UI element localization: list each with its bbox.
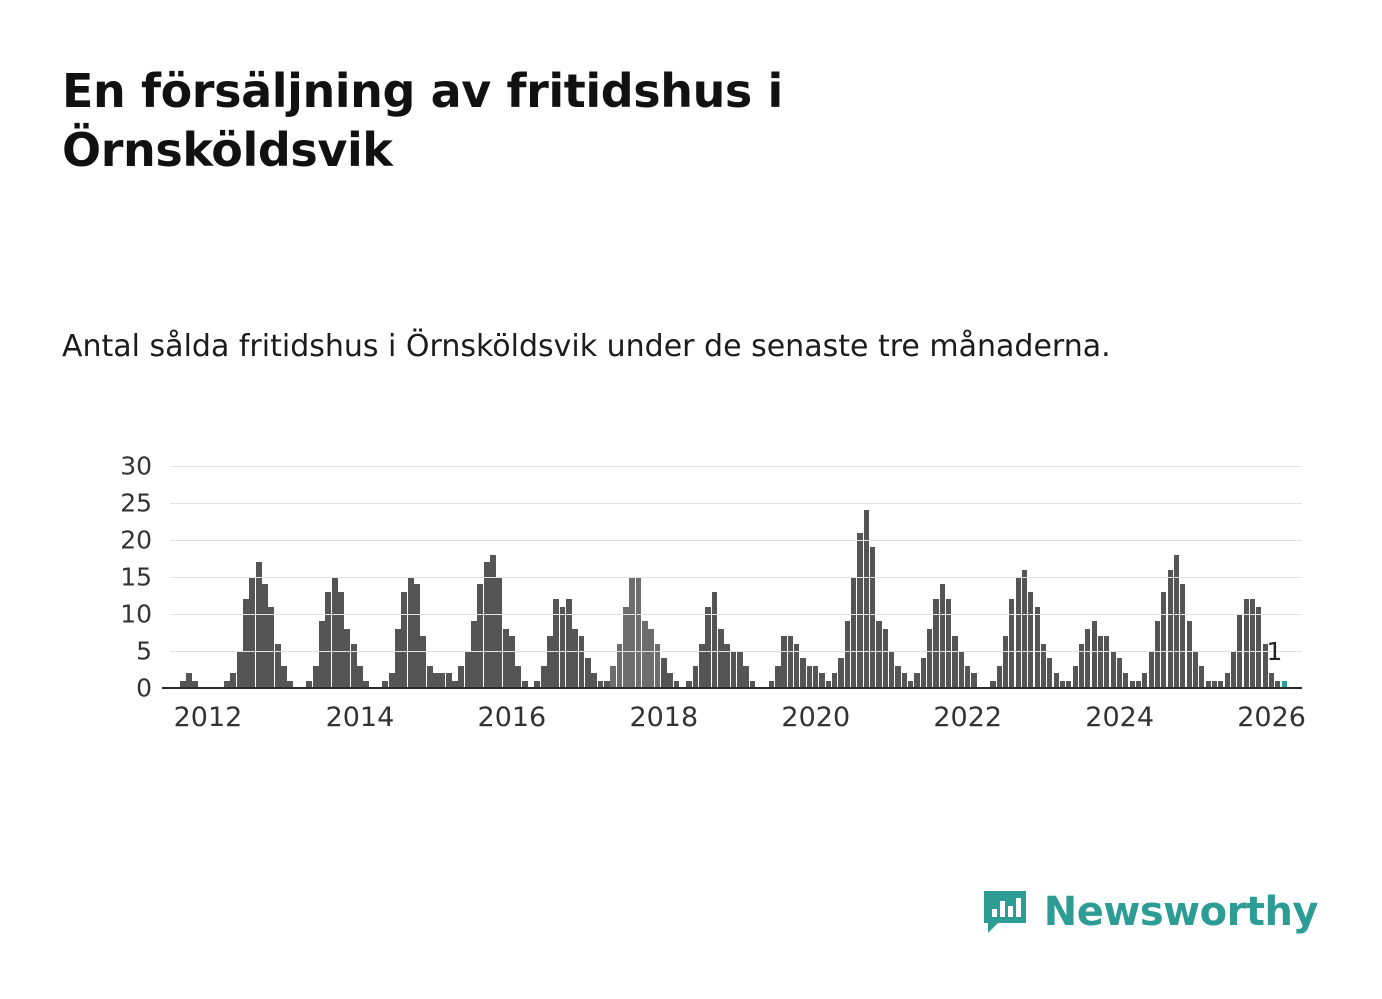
chart-bar [819,673,824,688]
chart-bar [1022,570,1027,688]
chart-bar [262,584,267,688]
chart-bar [876,621,881,688]
chart-bar [914,673,919,688]
chart-bar [705,607,710,688]
chart-bar [667,673,672,688]
chart-bar [560,607,565,688]
y-tick-label: 15 [120,562,152,592]
chart-bar [1155,621,1160,688]
x-axis [170,702,1306,742]
chart-bar [1231,651,1236,688]
gridline [170,540,1302,541]
chart-bar [1016,577,1021,688]
chart-bar [895,666,900,688]
chart-bar [433,673,438,688]
chart-bar [281,666,286,688]
chart-bar [832,673,837,688]
chart-bar [249,577,254,688]
chart-bar [509,636,514,688]
chart-bar [230,673,235,688]
chart-bar [838,658,843,688]
chart-bar [1003,636,1008,688]
gridline [170,614,1302,615]
chart-bar [414,584,419,688]
chart-bar [1161,592,1166,688]
chart-bar [693,666,698,688]
chart-bar [623,607,628,688]
chart-bar [237,651,242,688]
chart-bar [186,673,191,688]
y-tick-label: 25 [120,488,152,518]
chart-bar [1168,570,1173,688]
chart-bar [775,666,780,688]
chart-bar [971,673,976,688]
chart-bar [737,651,742,688]
x-tick-label: 2012 [173,702,243,733]
chart-bar [458,666,463,688]
chart-bar [1028,592,1033,688]
y-axis [62,451,152,703]
chart-bar [243,599,248,688]
chart-bar [1225,673,1230,688]
chart-bar [1123,673,1128,688]
bar-chart-logo-icon [980,887,1030,937]
chart-bar [357,666,362,688]
bar-chart [62,451,1306,766]
gridline [170,651,1302,652]
x-tick-label: 2022 [933,702,1003,733]
chart-bar [610,666,615,688]
chart-bar [661,658,666,688]
chart-bar [870,547,875,688]
chart-bar [408,577,413,688]
chart-bar [268,607,273,688]
chart-bar [389,673,394,688]
chart-description: Antal sålda fritidshus i Örnsköldsvik under de senaste tre månaderna. [62,329,1111,364]
chart-bar [325,592,330,688]
chart-bar [395,629,400,688]
chart-bar [256,562,261,688]
chart-bar [807,666,812,688]
chart-bar [1111,651,1116,688]
y-tick-label: 30 [120,451,152,481]
chart-bar [959,651,964,688]
chart-bar [636,577,641,688]
chart-bar [1244,599,1249,688]
chart-bar [401,592,406,688]
gridline [170,466,1302,467]
axis-baseline [162,687,1302,689]
chart-bar [921,658,926,688]
chart-bar [572,629,577,688]
newsworthy-logo[interactable] [980,887,1318,937]
chart-bar [1149,651,1154,688]
chart-bar [1117,658,1122,688]
chart-bar [718,629,723,688]
x-tick-label: 2024 [1085,702,1155,733]
last-value-label: 1 [1266,637,1283,666]
chart-bar [788,636,793,688]
chart-bar [712,592,717,688]
chart-bar [743,666,748,688]
gridline [170,503,1302,504]
chart-bar [851,577,856,688]
chart-bar [731,651,736,688]
chart-bar [515,666,520,688]
chart-bar [1098,636,1103,688]
chart-bar [940,584,945,688]
page-title: En försäljning av fritidshus i Örnsköldsvik [62,64,783,177]
x-tick-label: 2016 [477,702,547,733]
chart-bar [585,658,590,688]
chart-bar [927,629,932,688]
chart-bar [1250,599,1255,688]
chart-bar [477,584,482,688]
chart-bar [648,629,653,688]
y-tick-label: 20 [120,525,152,555]
chart-bar [1187,621,1192,688]
x-tick-label: 2020 [781,702,851,733]
chart-bar [1256,607,1261,688]
chart-bar [845,621,850,688]
chart-bar [541,666,546,688]
chart-bar [889,651,894,688]
chart-bar [1009,599,1014,688]
chart-bar [800,658,805,688]
chart-bar [484,562,489,688]
chart-bar [446,673,451,688]
chart-bar [566,599,571,688]
chart-bar [471,621,476,688]
chart-bar [1174,555,1179,688]
x-tick-label: 2018 [629,702,699,733]
chart-bar [1047,658,1052,688]
chart-bar [1180,584,1185,688]
chart-bar [1054,673,1059,688]
chart-bar [997,666,1002,688]
chart-bar [427,666,432,688]
chart-bar [857,533,862,688]
chart-bar [952,636,957,688]
chart-bar [465,651,470,688]
chart-bar [781,636,786,688]
gridline [170,577,1302,578]
chart-bar [579,636,584,688]
chart-bar [496,577,501,688]
chart-bar [1092,621,1097,688]
chart-bar [420,636,425,688]
chart-bar [642,621,647,688]
chart-bar [965,666,970,688]
y-tick-label: 5 [136,636,152,666]
chart-bar [933,599,938,688]
chart-bar [902,673,907,688]
chart-bar [344,629,349,688]
chart-bar [591,673,596,688]
chart-bar [1199,666,1204,688]
chart-bar [946,599,951,688]
x-tick-label: 2014 [325,702,395,733]
x-tick-label: 2026 [1237,702,1306,733]
chart-bar [1142,673,1147,688]
chart-bar [883,629,888,688]
chart-bar [1035,607,1040,688]
y-tick-label: 0 [136,673,152,703]
chart-bar [1269,673,1274,688]
chart-bar [1104,636,1109,688]
chart-bar [813,666,818,688]
chart-bar [490,555,495,688]
chart-bar [319,621,324,688]
logo-wordmark: Newsworthy [1043,889,1318,935]
chart-bar [338,592,343,688]
chart-bar [547,636,552,688]
chart-bar [629,577,634,688]
chart-bar [503,629,508,688]
chart-bar [313,666,318,688]
y-tick-label: 10 [120,599,152,629]
chart-bar [864,510,869,688]
chart-bar [1085,629,1090,688]
chart-plot-area [170,466,1302,688]
chart-bar [1193,651,1198,688]
chart-bar [332,577,337,688]
chart-bar [439,673,444,688]
chart-bar [1073,666,1078,688]
chart-bar [553,599,558,688]
